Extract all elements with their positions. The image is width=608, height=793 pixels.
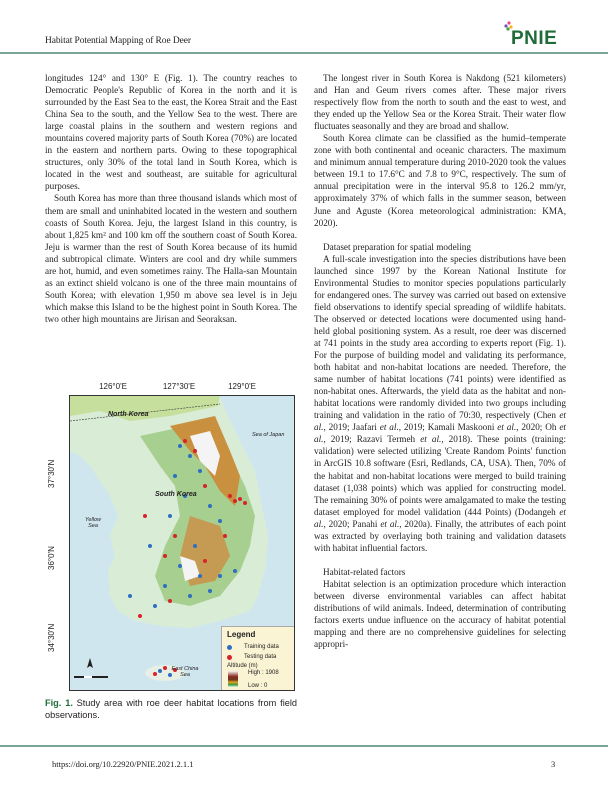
paragraph: A full-scale investigation into the species distributions have been launched since 1997 by the Korean National Institute for Environmental Studies to monitor species populations particularly for endangered ones. The survey was carried out based on extensive field observations to identify special spreading of wildlife habitats. The observed or detected locations were documented using hand-held global positioning system. As a result, roe deer was discerned at 741 points in the study area according to experts report (Fig. 1). For the purpose of building model and validating its performance, both habitat and non-habitat locations are needed. Therefore, the same number of habitat locations (741 points) were identified as non-habitat ones. Afterwards, the yield data as the habitat and non-habitat locations were randomly divided into two groups including training and validation in the ratio of 70:30, respectively (Chen et al., 2019; Jaafari et al., 2019; Kamali Maskooni et al., 2020; Oh et al., 2019; Razavi Termeh et al., 2018). These points (training: validation) were selected utilizing 'Create Random Points' function in ArcGIS 10.8 software (Esri, Redlands, CA, USA). Then, 70% of the habitat and non-habitat locations were merged to build training dataset (1,038 points) which was applied for constructing model. The remaining 30% of points were amalgamated to make the testing dataset employed for model validation (444 Points) (Dodangeh et al., 2020; Panahi et al., 2020a). Finally, the attributes of each point was extracted by overlaying both training and validation datasets with habitat influential factors. — [314, 253, 567, 553]
paragraph — [45, 192, 297, 325]
page-number: 3 — [551, 759, 556, 769]
scale-bar — [74, 676, 108, 678]
map-legend — [221, 626, 295, 691]
longitude-labels — [69, 380, 293, 394]
north-korea-label: North Korea — [108, 411, 149, 418]
journal-logo — [499, 20, 569, 56]
training-dot-icon — [227, 645, 232, 650]
lon-label: 126°0'E — [99, 382, 127, 391]
lon-label: 129°0'E — [228, 382, 256, 391]
running-title: Habitat Potential Mapping of Roe Deer — [45, 36, 191, 46]
right-column — [314, 72, 566, 650]
logo-text: PNIE — [511, 28, 558, 49]
figure-caption-text: Study area with roe deer habitat locations from field observations. — [45, 698, 298, 720]
legend-title: Legend — [227, 630, 256, 639]
paragraph: longitudes 124° and 130° E (Fig. 1). The country reaches to Democratic People's Republic of Korea in the north and it is surrounded by the East Sea to the east, the Korea Strait and the East China Sea to the south, and the Yellow Sea to the west. There are large coastal plains in the southern and western regions and mountains covered majority parts of South Korea (70%) are located in the eastern and northern parts. Owing to these topographical structures, only 30% of the total land in South Korea, which is located in the west and southeast, are suitable for agricultural purposes. — [45, 73, 297, 192]
figure-1 — [45, 380, 297, 692]
section-heading: Habitat-related factors — [323, 566, 406, 577]
legend-training: Training data — [227, 644, 279, 650]
study-area-map — [69, 395, 295, 691]
doi-link[interactable]: https://doi.org/10.22920/PNIE.2021.2.1.1 — [52, 759, 194, 769]
lat-label: 34°30'N — [47, 623, 56, 652]
east-china-sea-label: East China Sea — [171, 666, 199, 678]
legend-testing: Testing data — [227, 654, 276, 660]
altitude-high: High : 1908 — [248, 670, 279, 676]
paragraph-text: South Korea has more than three thousand islands which most of them are small and uninhabited located in the western and southern coasts of South Korea. Jeju, the largest Island in this country, is about 1,825 km² and 100 km off the southern coast of South Korea. Jeju is warmer than the rest of South Korea because of its humid and subtropical climate. Winters are cool and dry while summers are hot, humid, and even sometimes rainy. The Halla-san Mountain as an extinct shield volcano is one of the three main mountains of South Korea; with elevation 1,950 m above sea level is in Jeju which makse this Island to be the highest point in South Korea. The two other high mountains are Jirisan and Seoraksan. — [45, 193, 297, 324]
altitude-title: Altitude (m) — [227, 663, 258, 669]
altitude-low: Low : 0 — [248, 683, 268, 689]
left-column — [45, 72, 297, 325]
lon-label: 127°30'E — [162, 382, 196, 391]
figure-caption — [45, 697, 297, 721]
lat-label: 36°0'N — [47, 546, 56, 570]
testing-dot-icon — [227, 655, 232, 660]
figure-label: Fig. 1. — [45, 698, 73, 708]
paragraph: Habitat selection is an optimization procedure which interaction between diverse environmental variables can affect habitat distributions of wild animals. Indeed, determination of contributing factors exerts undue influence on the accuracy of habitat potential mapping and there are no comprehensive guidelines for selecting appropri- — [314, 578, 566, 650]
north-arrow-icon — [87, 658, 93, 668]
section-heading: Dataset preparation for spatial modeling — [323, 241, 471, 252]
lat-label: 37°30'N — [47, 459, 56, 488]
south-korea-label: South Korea — [155, 491, 197, 498]
header-rule — [0, 52, 608, 54]
footer-rule — [0, 745, 608, 747]
sea-of-japan-label: Sea of Japan — [252, 432, 285, 438]
altitude-color-ramp — [228, 671, 238, 687]
paragraph: South Korea climate can be classified as the humid–temperate zone with both continental and oceanic characters. The maximum and minimum annual temperature during 2010-2020 took the values between 19.1 to 17.6°C and 7.8 to 9°C, respectively. The sum of annual precipitation were in the interval 95.8 to 126.2 mm/yr, approximately 37% of which falls in the summer season, between June and Aguste (Korea meteorological administration: KMA, 2020). — [314, 133, 566, 228]
paragraph: The longest river in South Korea is Nakdong (521 kilometers) and Han and Geum rivers comes after. These major rivers respectively flow from the north to south and the east to west, and they ended up the Yellow Sea or the Korea Strait. Their water flow fluctuates seasonally and they are broad and shallow. — [314, 73, 566, 132]
yellow-sea-label: Yellow Sea — [85, 517, 101, 529]
